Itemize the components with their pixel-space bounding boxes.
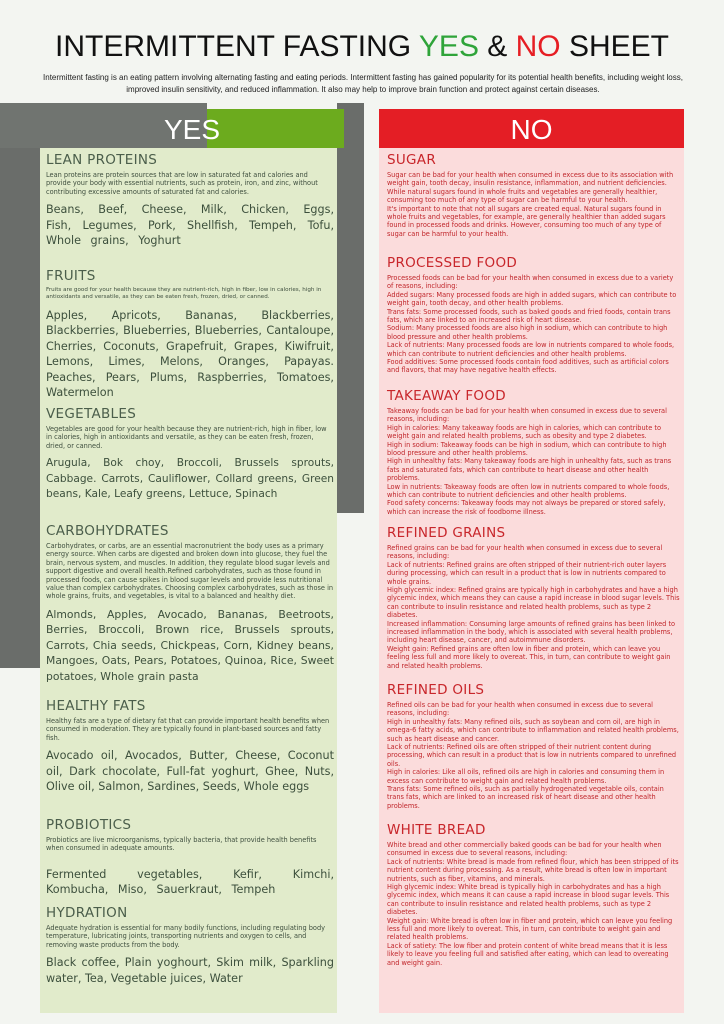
desc-line: Lack of nutrients: White bread is made from refined flour, which has been stripped of its nutrient content during processing. As a result, white bread is often low in important nutrients, such as fiber, vitamins, and minerals.	[387, 857, 679, 883]
desc-line: Low in nutrients: Takeaway foods are often low in nutrients compared to whole foods, which can contribute to nutrient deficiencies and other health problems.	[387, 482, 670, 500]
section-title: FRUITS	[46, 268, 96, 284]
desc-line: Weight gain: Refined grains are often low in fiber and protein, which can leave you feeling less full and more likely to overeat. This, in turn, can contribute to weight gain and related health problems.	[387, 644, 671, 670]
desc-line: Added sugars: Many processed foods are high in added sugars, which can contribute to weight gain, tooth decay, and other health problems.	[387, 290, 677, 308]
section-description	[387, 171, 681, 238]
desc-line: Lack of nutrients: Many processed foods are low in nutrients compared to whole foods, which can contribute to nutrient deficiencies and other health problems.	[387, 341, 675, 358]
desc-line: Sugar can be bad for your health when consumed in excess due to its association with weight gain, tooth decay, insulin resistance, inflammation, and nutrient deficiencies. While natural sugars found in whole fruits and vegetables are generally healthier, consuming too much of any type of sugar can be harmful to your health.	[387, 171, 674, 205]
desc-line: Trans fats: Some refined oils, such as partially hydrogenated vegetable oils, contain trans fats, which are linked to an increased risk of heart disease and other health problems.	[387, 785, 664, 810]
yes-section-fruits	[46, 268, 334, 401]
section-description: Probiotics are live microorganisms, typically bacteria, that provide health benefits when consumed in adequate amounts.	[46, 836, 317, 853]
desc-line: Sodium: Many processed foods are also high in sodium, which can contribute to high blood pressure and other health problems.	[387, 324, 668, 341]
section-title: PROBIOTICS	[46, 817, 132, 833]
yes-section-lean-proteins	[46, 152, 334, 249]
section-title: HYDRATION	[46, 905, 128, 921]
title-yes: YES	[418, 30, 479, 63]
desc-line: Refined grains can be bad for your health when consumed in excess due to several reasons, including:	[387, 544, 663, 561]
desc-line: Food additives: Some processed foods contain food additives, such as artificial colors and flavors, that may have negative health effects.	[387, 358, 669, 375]
no-section-processed-food	[387, 255, 681, 375]
section-description	[387, 407, 681, 516]
section-description	[387, 544, 681, 670]
section-description: Healthy fats are a type of dietary fat that can provide important health benefits when consumed in moderation. They are typically found in plant-based sources and fatty fish.	[46, 717, 330, 742]
desc-line: High glycemic index: White bread is typically high in carbohydrates and has a high glycemic index, which means it can cause a rapid increase in blood sugar levels. This can contribute to insulin resistance and related health problems, such as type 2 diabetes.	[387, 883, 670, 917]
food-list: Black coffee, Plain yoghourt, Skim milk, Sparkling water, Tea, Vegetable juices, Water	[46, 956, 334, 985]
desc-line: Weight gain: White bread is often low in fiber and protein, which can leave you feeling less full and more likely to overeat. This, in turn, can contribute to weight gain and related health problems.	[387, 916, 673, 942]
title-sheet: SHEET	[560, 30, 669, 63]
desc-line: High in calories: Many takeaway foods are high in calories, which can contribute to weight gain and related health problems, such as obesity and type 2 diabetes.	[387, 423, 662, 441]
page-title	[0, 30, 724, 64]
section-title: TAKEAWAY FOOD	[387, 388, 506, 404]
no-section-white-bread	[387, 822, 681, 967]
title-ampersand: &	[478, 30, 516, 63]
no-header: NO	[379, 109, 684, 148]
yes-section-carbohydrates	[46, 523, 334, 684]
desc-line: Trans fats: Some processed foods, such as baked goods and fried foods, contain trans fats, which are linked to an increased risk of heart disease.	[387, 307, 671, 325]
section-title: REFINED OILS	[387, 682, 485, 698]
no-section-refined-grains	[387, 525, 681, 670]
section-title: SUGAR	[387, 152, 437, 168]
no-section-refined-oils	[387, 682, 681, 810]
section-title: PROCESSED FOOD	[387, 255, 518, 271]
food-list: Almonds, Apples, Avocado, Bananas, Beetroots, Berries, Broccoli, Brown rice, Brussels sprouts, Carrots, Chia seeds, Chickpeas, Corn, Kidney beans, Mangoes, Oats, Pears, Potatoes, Quinoa, Rice, Sweet potatoes, Whole grain pasta	[46, 607, 334, 683]
section-title: HEALTHY FATS	[46, 698, 146, 714]
section-description: Vegetables are good for your health because they are nutrient-rich, high in fiber, low in calories, high in antioxidants and versatile, as they can be eaten fresh, frozen, dried, or canned.	[46, 425, 327, 450]
title-no: NO	[515, 30, 561, 63]
section-description	[387, 274, 681, 375]
decorative-bar-left	[0, 103, 40, 668]
section-description	[387, 841, 681, 967]
no-section-sugar	[387, 152, 681, 238]
desc-line: High in unhealthy fats: Many refined oils, such as soybean and corn oil, are high in omega-6 fatty acids, which can contribute to inflammation and related health problems, such as heart disease and cancer.	[387, 717, 679, 743]
food-list: Fermented vegetables, Kefir, Kimchi, Kombucha, Miso, Sauerkraut, Tempeh	[46, 867, 334, 897]
section-description: Fruits are good for your health because they are nutrient-rich, high in fiber, low in calories, high in antioxidants and versatile, as they can be eaten fresh, frozen, dried, or canned.	[46, 287, 322, 301]
section-description: Lean proteins are protein sources that are low in saturated fat and calories and provide your body with essential nutrients, such as protein, iron, and zinc, without contributing excessive amounts of saturated fat and calories.	[46, 171, 318, 196]
desc-line: High in calories: Like all oils, refined oils are high in calories and consuming them in excess can contribute to weight gain and related health problems.	[387, 768, 665, 785]
yes-section-healthy-fats	[46, 698, 334, 795]
food-list: Apples, Apricots, Bananas, Blackberries, Blackberries, Blueberries, Blueberries, Cantaloupe, Cherries, Coconuts, Grapefruit, Grapes, Kiwifruit, Lemons, Limes, Melons, Oranges, Papayas. Peaches, Pears, Plums, Raspberries, Tomatoes, Watermelon	[46, 308, 334, 400]
section-title: VEGETABLES	[46, 406, 137, 422]
food-list: Beans, Beef, Cheese, Milk, Chicken, Eggs, Fish, Legumes, Pork, Shellfish, Tempeh, Tofu, Whole grains, Yoghurt	[46, 203, 334, 248]
desc-line: Refined oils can be bad for your health when consumed in excess due to several reasons, including:	[387, 701, 653, 718]
desc-line: High in sodium: Takeaway foods can be high in sodium, which can contribute to high blood pressure and other health problems.	[387, 440, 667, 458]
section-title: WHITE BREAD	[387, 822, 486, 838]
yes-section-vegetables	[46, 406, 334, 503]
yes-section-probiotics	[46, 817, 334, 898]
desc-line: Takeaway foods can be bad for your health when consumed in excess due to several reasons, including:	[387, 407, 667, 424]
title-text: INTERMITTENT FASTING	[55, 30, 419, 63]
desc-line: Lack of satiety: The low fiber and protein content of white bread means that it is less likely to leave you feeling full and satisfied after eating, which can lead to overeating and weight gain.	[387, 941, 669, 967]
yes-header: YES	[163, 114, 221, 145]
yes-section-hydration	[46, 905, 334, 986]
section-description: Adequate hydration is essential for many bodily functions, including regulating body temperature, lubricating joints, transporting nutrients and oxygen to cells, and removing waste products from the body.	[46, 924, 326, 949]
desc-line: Food safety concerns: Takeaway foods may not always be prepared or stored safely, which can increase the risk of foodborne illness.	[387, 499, 666, 516]
section-title: REFINED GRAINS	[387, 525, 506, 541]
section-description: Carbohydrates, or carbs, are an essential macronutrient the body uses as a primary energy source. When carbs are digested and broken down into glucose, they fuel the brain, nervous system, and muscles. In addition, they regulate blood sugar levels and support digestive and overall health.Refined carbohydrates, such as those found in processed foods, can cause spikes in blood sugar levels and provide less nutritional value than complex carbohydrates. Choosing complex carbohydrates, such as those in whole grains, fruits, and vegetables, is vital to a balanced and healthy diet.	[46, 542, 334, 601]
desc-line: It's important to note that not all sugars are created equal. Natural sugars found in whole fruits and vegetables, for example, are generally healthier than added sugars found in processed foods and drinks. However, consuming too much of any type of sugar can be harmful to your health.	[387, 204, 666, 238]
section-title: LEAN PROTEINS	[46, 152, 158, 168]
food-list: Arugula, Bok choy, Broccoli, Brussels sprouts, Cabbage. Carrots, Cauliflower, Collard greens, Green beans, Kale, Leafy greens, Lettuce, Spinach	[46, 457, 334, 501]
section-title: CARBOHYDRATES	[46, 523, 169, 539]
desc-line: High in unhealthy fats: Many takeaway foods are high in unhealthy fats, such as trans fats and saturated fats, which can contribute to heart disease and other health problems.	[387, 457, 672, 483]
food-list: Avocado oil, Avocados, Butter, Cheese, Coconut oil, Dark chocolate, Full-fat yoghurt, Ghee, Nuts, Olive oil, Salmon, Sardines, Seeds, Whole eggs	[46, 749, 334, 794]
desc-line: Increased inflammation: Consuming large amounts of refined grains has been linked to increased inflammation in the body, which is associated with several health problems, including heart disease, cancer, and autoimmune disorders.	[387, 619, 676, 645]
section-description	[387, 701, 681, 810]
decorative-bar-middle	[337, 103, 364, 513]
no-section-takeaway-food	[387, 388, 681, 516]
intro-paragraph: Intermittent fasting is an eating pattern involving alternating fasting and eating periods. Intermittent fasting has gained popularity for its potential health benefits, including weight loss, improved insulin sensitivity, and reduced inflammation. It also may help to improve brain function and protect against certain diseases.	[43, 73, 683, 94]
desc-line: White bread and other commercially baked goods can be bad for your health when consumed in excess due to several reasons, including:	[387, 841, 662, 858]
desc-line: Processed foods can be bad for your health when consumed in excess due to a variety of reasons, including:	[387, 274, 674, 291]
desc-line: High glycemic index: Refined grains are typically high in carbohydrates and have a high glycemic index, which means they can cause a rapid increase in blood sugar levels. This can contribute to insulin resistance and related health problems, such as type 2 diabetes.	[387, 586, 680, 620]
desc-line: Lack of nutrients: Refined oils are often stripped of their nutrient content during processing, which can result in a product that is low in nutrients compared to unrefined oils.	[387, 743, 677, 768]
desc-line: Lack of nutrients: Refined grains are often stripped of their nutrient-rich outer layers during processing, which can result in a product that is low in nutrients compared to whole grains.	[387, 560, 667, 586]
